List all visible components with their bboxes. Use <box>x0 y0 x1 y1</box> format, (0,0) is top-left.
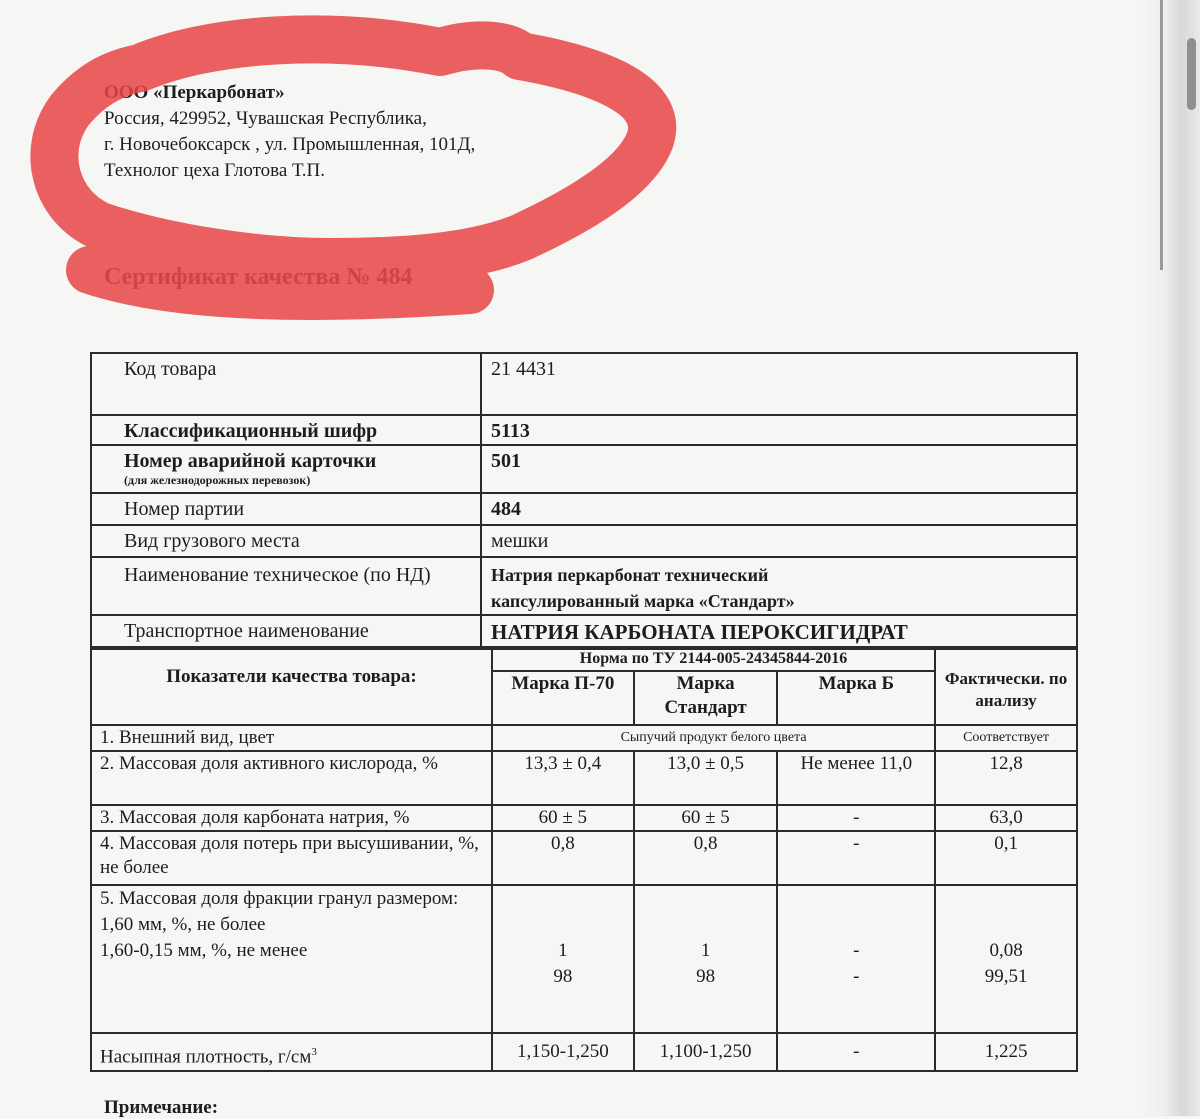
quality-row <box>91 831 1077 885</box>
info-row-code <box>91 353 1077 415</box>
info-label: Классификационный шифр <box>91 415 481 445</box>
actual-value: 99,51 <box>984 966 1028 987</box>
column-header: Марка Стандарт <box>634 671 778 725</box>
norm-value: - <box>853 966 860 987</box>
info-label: Номер аварийной карточки <box>124 450 377 472</box>
quality-row <box>91 885 1077 1033</box>
norm-value: 13,0 ± 0,5 <box>634 751 778 805</box>
quality-indicators-table <box>90 648 1078 1072</box>
quality-row <box>91 751 1077 805</box>
info-label: Транспортное наименование <box>91 615 481 647</box>
norm-value-cell <box>492 885 634 1033</box>
actual-value: 0,1 <box>935 831 1077 885</box>
norm-value: 1,150-1,250 <box>492 1033 634 1071</box>
page-edge-shadow <box>1140 0 1200 1116</box>
norm-value: 60 ± 5 <box>492 805 634 831</box>
norm-value: 1 <box>700 940 711 961</box>
indicator-name-cell <box>91 1033 492 1071</box>
info-label: Наименование техническое (по НД) <box>91 557 481 615</box>
indicator-name: 2. Массовая доля активного кислорода, % <box>91 751 492 805</box>
address-line-2: г. Новочебоксарск , ул. Промышленная, 101Д, <box>104 134 476 155</box>
unit-superscript: 3 <box>311 1046 317 1058</box>
info-sublabel: (для железнодорожных перевозок) <box>124 473 311 487</box>
info-row-technical-name <box>91 557 1077 615</box>
norm-value: 0,8 <box>492 831 634 885</box>
indicator-subitem: 1,60 мм, %, не более <box>100 914 266 935</box>
info-value: 501 <box>481 445 1077 493</box>
norm-value: 60 ± 5 <box>634 805 778 831</box>
norm-value: Не менее 11,0 <box>777 751 935 805</box>
info-label: Номер партии <box>91 493 481 525</box>
info-row-classification <box>91 415 1077 445</box>
column-header: Марка Б <box>777 671 935 725</box>
info-value: 484 <box>481 493 1077 525</box>
info-value: Натрия перкарбонат технический капсулированный марка «Стандарт» <box>481 557 1077 615</box>
indicator-name: Насыпная плотность, г/см <box>100 1046 312 1068</box>
info-label-cell <box>91 445 481 493</box>
actual-value: 63,0 <box>935 805 1077 831</box>
norm-value-cell <box>634 885 778 1033</box>
product-info-table <box>90 352 1078 648</box>
indicator-name: 3. Массовая доля карбоната натрия, % <box>91 805 492 831</box>
indicator-subitem: 1,60-0,15 мм, %, не менее <box>100 940 308 961</box>
norm-value: 13,3 ± 0,4 <box>492 751 634 805</box>
actual-value: 0,08 <box>989 940 1023 961</box>
norm-value-cell <box>777 885 935 1033</box>
indicator-name-cell <box>91 885 492 1033</box>
indicator-name: 4. Массовая доля потерь при высушивании, %, не более <box>91 831 492 885</box>
norm-value: 1 <box>558 940 568 961</box>
norm-value: 98 <box>553 966 573 987</box>
page-edge-line <box>1160 0 1163 270</box>
certificate-title: Сертификат качества № 484 <box>104 264 413 290</box>
actual-header: Фактически. по анализу <box>935 649 1077 725</box>
column-header: Марка П-70 <box>492 671 634 725</box>
norm-value: - <box>853 940 860 961</box>
info-row-emergency-card <box>91 445 1077 493</box>
actual-value-cell <box>935 885 1077 1033</box>
norm-value: - <box>777 831 935 885</box>
address-line-1: Россия, 429952, Чувашская Республика, <box>104 108 427 129</box>
note-label: Примечание: <box>104 1097 219 1118</box>
info-label: Вид грузового места <box>91 525 481 557</box>
indicator-name: 5. Массовая доля фракции гранул размером: <box>100 888 459 909</box>
norm-header: Норма по ТУ 2144-005-24345844-2016 <box>492 649 935 671</box>
norm-value: - <box>777 1033 935 1071</box>
norm-value: 98 <box>696 966 716 987</box>
info-value: НАТРИЯ КАРБОНАТА ПЕРОКСИГИДРАТ <box>481 615 1077 647</box>
norm-value: 0,8 <box>634 831 778 885</box>
company-name: ООО «Перкарбонат» <box>104 82 285 103</box>
actual-value: Соответствует <box>935 725 1077 751</box>
info-row-transport-name <box>91 615 1077 647</box>
info-value: 5113 <box>481 415 1077 445</box>
indicator-name: 1. Внешний вид, цвет <box>91 725 492 751</box>
quality-row <box>91 1033 1077 1071</box>
indicator-header: Показатели качества товара: <box>91 649 492 725</box>
info-row-package <box>91 525 1077 557</box>
company-header <box>104 80 475 184</box>
info-value: мешки <box>481 525 1077 557</box>
scroll-indicator[interactable] <box>1187 38 1196 110</box>
actual-value: 12,8 <box>935 751 1077 805</box>
merged-norm-value: Сыпучий продукт белого цвета <box>492 725 935 751</box>
norm-value: 1,100-1,250 <box>634 1033 778 1071</box>
quality-row <box>91 805 1077 831</box>
technologist-line: Технолог цеха Глотова Т.П. <box>104 160 325 181</box>
quality-header-row <box>91 649 1077 671</box>
info-label: Код товара <box>91 353 481 415</box>
info-row-batch <box>91 493 1077 525</box>
quality-row <box>91 725 1077 751</box>
info-value: 21 4431 <box>481 353 1077 415</box>
norm-value: - <box>777 805 935 831</box>
actual-value: 1,225 <box>935 1033 1077 1071</box>
